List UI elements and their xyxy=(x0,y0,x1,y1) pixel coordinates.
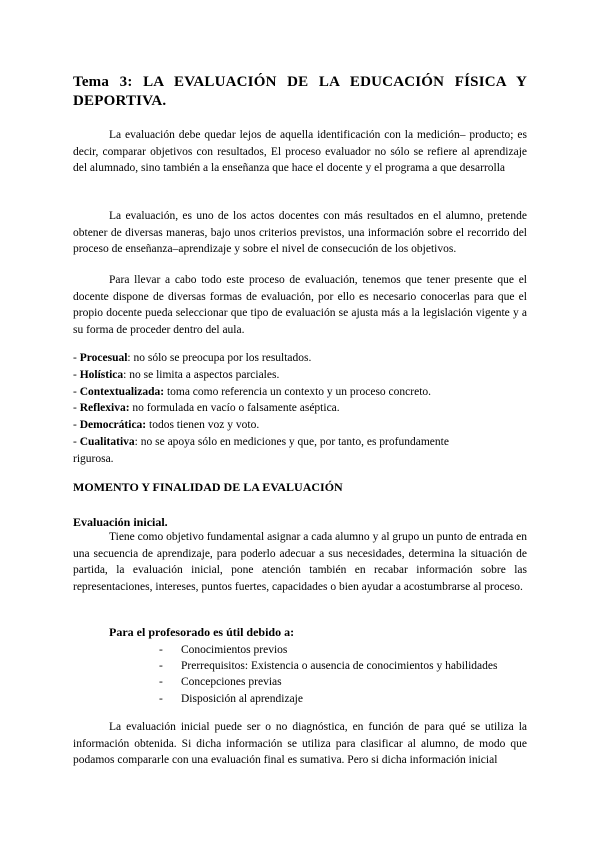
characteristics-list xyxy=(73,350,527,468)
list-item-text: todos tienen voz y voto. xyxy=(146,419,260,432)
list-item: - Cualitativa: no se apoya sólo en mediciones y que, por tanto, es profundamente rigurosa. xyxy=(73,435,449,465)
paragraph-2 xyxy=(73,208,527,258)
list-item: - Democrática: todos tienen voz y voto. xyxy=(73,419,260,432)
list-item-text: Disposición al aprendizaje xyxy=(181,692,303,705)
list-item-text: Prerrequisitos: Existencia o ausencia de conocimientos y habilidades xyxy=(181,660,498,673)
list-item-term: Democrática: xyxy=(79,419,147,432)
list-item-text: : no sólo se preocupa por los resultados. xyxy=(127,352,312,364)
paragraph-3 xyxy=(73,272,527,338)
list-item-term: Procesual xyxy=(79,352,128,364)
initial-eval-text: Tiene como objetivo fundamental asignar a cada alumno y al grupo un punto de entrada en una secuencia de aprendizaje, para poderlo adecuar a sus necesidades, determina la situación de partida, la evaluación inicial, pone atención también en recabar información sobre las representaciones, intereses, puntos fuertes, capacidades o bien ayudar a acostumbrarse al proceso. xyxy=(73,531,527,593)
list-item: - Procesual: no sólo se preocupa por los resultados. xyxy=(73,352,312,364)
list-item: - Reflexiva: no formulada en vacío o falsamente aséptica. xyxy=(73,402,340,415)
list-item-term: Cualitativa xyxy=(79,435,135,448)
paragraph-2-text: La evaluación, es uno de los actos docentes con más resultados en el alumno, pretende obtener de diversas maneras, bajo unos criterios previstos, una información sobre el recorrido del proceso de enseñanza–aprendizaje y sobre el nivel de consecución de los objetivos. xyxy=(73,210,527,255)
list-item-term: Reflexiva: xyxy=(79,402,130,415)
initial-eval-heading: Evaluación inicial. xyxy=(73,515,168,529)
list-item-text: : no se limita a aspectos parciales. xyxy=(123,368,280,381)
list-item-text: : no se apoya sólo en mediciones y que, por tanto, es profundamente rigurosa. xyxy=(73,435,449,465)
list-item-term: Holística xyxy=(79,368,124,381)
paragraph-1-text: La evaluación debe quedar lejos de aquella identificación con la medición– producto; es decir, comparar objetivos con resultados, El proceso evaluador no sólo se refiere al aprendizaje del alumnado, sino también a la enseñanza que hace el docente y el programa a que desarrolla xyxy=(73,129,527,174)
teachers-heading: Para el profesorado es útil debido a: xyxy=(109,625,295,639)
list-item-term: Contextualizada: xyxy=(79,385,165,398)
page-title: Tema 3: LA EVALUACIÓN DE LA EDUCACIÓN FÍSICA Y DEPORTIVA. xyxy=(73,74,527,109)
list-item: - Prerrequisitos: Existencia o ausencia de conocimientos y habilidades xyxy=(159,658,529,674)
final-paragraph xyxy=(73,719,527,769)
teachers-list xyxy=(159,642,529,707)
list-item: - Conocimientos previos xyxy=(159,642,529,658)
list-item: - Contextualizada: toma como referencia un contexto y un proceso concreto. xyxy=(73,385,432,398)
list-item-text: no formulada en vacío o falsamente aséptica. xyxy=(129,402,340,415)
final-paragraph-text: La evaluación inicial puede ser o no diagnóstica, en función de para qué se utiliza la información obtenida. Si dicha información se utiliza para clasificar al alumno, de modo que podamos compararle con una evaluación final es sumativa. Pero si dicha información inicial xyxy=(73,721,527,766)
paragraph-1 xyxy=(73,127,527,177)
list-item: - Holística: no se limita a aspectos parciales. xyxy=(73,368,280,381)
list-item: - Concepciones previas xyxy=(159,674,529,690)
initial-eval-paragraph xyxy=(73,529,527,595)
paragraph-3-text: Para llevar a cabo todo este proceso de evaluación, tenemos que tener presente que el docente dispone de diversas formas de evaluación, por ello es necesario conocerlas para que el propio docente pueda seleccionar que tipo de evaluación se ajusta más a la legislación vigente y a su forma de proceder dentro del aula. xyxy=(73,274,527,336)
list-item: - Disposición al aprendizaje xyxy=(159,691,529,707)
list-item-text: toma como referencia un contexto y un proceso concreto. xyxy=(164,385,432,398)
list-item-text: Conocimientos previos xyxy=(181,644,288,656)
list-item-text: Concepciones previas xyxy=(181,676,282,689)
section-heading: MOMENTO Y FINALIDAD DE LA EVALUACIÓN xyxy=(73,480,343,494)
